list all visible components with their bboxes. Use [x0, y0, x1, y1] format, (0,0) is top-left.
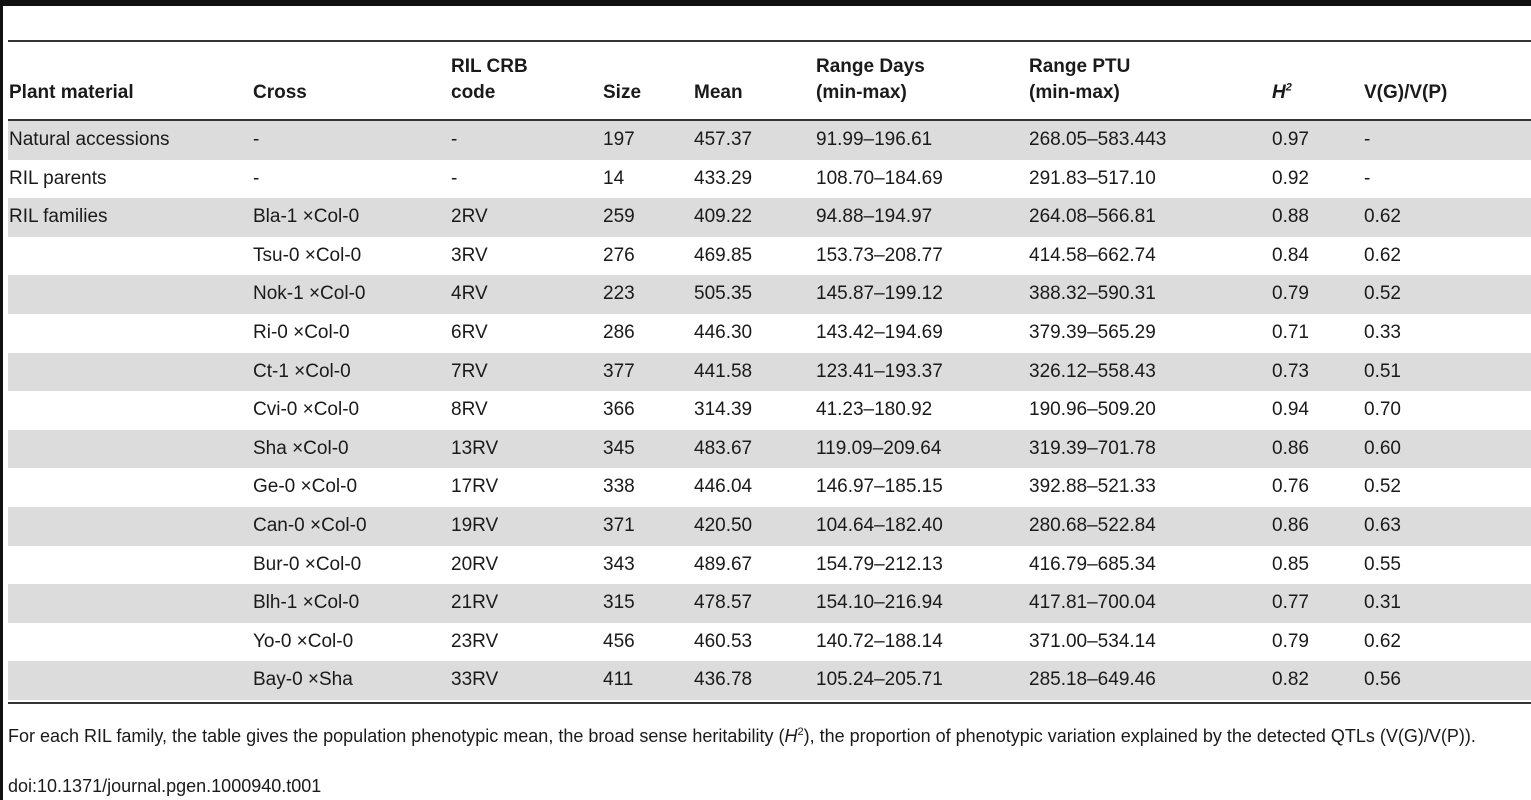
cell-range-ptu: 414.58–662.74 — [1029, 244, 1156, 266]
cell-plant-material: RIL families — [9, 206, 108, 228]
cell-cross: Cvi-0 ×Col-0 — [253, 399, 360, 421]
cell-mean: 457.37 — [694, 129, 753, 150]
cell-vgvp: 0.52 — [1364, 476, 1401, 498]
cell-range-ptu: 268.05–583.443 — [1029, 129, 1167, 150]
cell-plant-material: Natural accessions — [9, 129, 170, 150]
cell-vgvp: 0.31 — [1364, 592, 1401, 614]
cell-range-days: 108.70–184.69 — [816, 167, 943, 189]
cell-heritability: 0.86 — [1272, 437, 1309, 459]
cell-heritability: 0.71 — [1272, 321, 1309, 343]
table-row — [8, 353, 1531, 392]
cell-range-ptu: 280.68–522.84 — [1029, 514, 1156, 536]
table-row — [8, 661, 1531, 700]
cell-vgvp: 0.51 — [1364, 360, 1401, 382]
cell-vgvp: 0.70 — [1364, 399, 1401, 421]
cell-size: 197 — [603, 129, 635, 150]
cell-vgvp: 0.62 — [1364, 244, 1401, 266]
cell-ril-crb-code: 7RV — [451, 360, 488, 382]
cell-size: 276 — [603, 244, 635, 266]
footnote-h: H — [784, 726, 798, 746]
cell-cross: Can-0 ×Col-0 — [253, 514, 367, 536]
cell-size: 286 — [603, 321, 635, 343]
cell-range-days: 140.72–188.14 — [816, 630, 943, 652]
header-range-ptu: Range PTU (min-max) — [1029, 56, 1131, 103]
cell-cross: Ri-0 ×Col-0 — [253, 321, 350, 343]
cell-range-ptu: 264.08–566.81 — [1029, 206, 1156, 228]
cell-ril-crb-code: 20RV — [451, 553, 499, 575]
table-row — [8, 198, 1531, 237]
cell-range-ptu: 291.83–517.10 — [1029, 167, 1156, 189]
cell-mean: 433.29 — [694, 167, 753, 189]
cell-range-days: 153.73–208.77 — [816, 244, 943, 266]
cell-heritability: 0.76 — [1272, 476, 1309, 498]
cell-range-ptu: 326.12–558.43 — [1029, 360, 1156, 382]
cell-range-ptu: 379.39–565.29 — [1029, 321, 1156, 343]
cell-vgvp: 0.62 — [1364, 630, 1401, 652]
cell-cross: - — [253, 167, 260, 189]
cell-ril-crb-code: 23RV — [451, 630, 499, 652]
cell-size: 411 — [603, 669, 634, 691]
cell-mean: 505.35 — [694, 283, 753, 305]
cell-range-days: 143.42–194.69 — [816, 321, 943, 343]
cell-heritability: 0.84 — [1272, 244, 1309, 266]
cell-cross: - — [253, 129, 260, 150]
cell-mean: 436.78 — [694, 669, 753, 691]
table-row — [8, 507, 1531, 546]
cell-mean: 446.04 — [694, 476, 753, 498]
cell-range-days: 146.97–185.15 — [816, 476, 943, 498]
cell-heritability: 0.92 — [1272, 167, 1309, 189]
cell-range-ptu: 319.39–701.78 — [1029, 437, 1156, 459]
cell-vgvp: 0.63 — [1364, 514, 1401, 536]
table-row — [8, 430, 1531, 469]
table-row — [8, 275, 1531, 314]
cell-ril-crb-code: 33RV — [451, 669, 499, 691]
cell-range-ptu: 416.79–685.34 — [1029, 553, 1156, 575]
cell-mean: 446.30 — [694, 321, 753, 343]
cell-size: 377 — [603, 360, 635, 382]
cell-range-ptu: 190.96–509.20 — [1029, 399, 1156, 421]
cell-mean: 478.57 — [694, 592, 753, 614]
cell-ril-crb-code: 4RV — [451, 283, 488, 305]
cell-vgvp: 0.33 — [1364, 321, 1401, 343]
table-row — [8, 546, 1531, 585]
cell-heritability: 0.94 — [1272, 399, 1309, 421]
table-header-row — [8, 42, 1531, 119]
cell-heritability: 0.79 — [1272, 630, 1309, 652]
table-row — [8, 160, 1531, 199]
header-ril-crb-code: RIL CRB code — [451, 56, 528, 103]
cell-size: 223 — [603, 283, 635, 305]
cell-ril-crb-code: - — [451, 129, 458, 150]
cell-cross: Blh-1 ×Col-0 — [253, 592, 360, 614]
cell-range-days: 119.09–209.64 — [816, 437, 942, 459]
cell-size: 343 — [603, 553, 635, 575]
cell-ril-crb-code: 13RV — [451, 437, 499, 459]
cell-range-ptu: 388.32–590.31 — [1029, 283, 1156, 305]
cell-mean: 489.67 — [694, 553, 753, 575]
cell-ril-crb-code: 6RV — [451, 321, 488, 343]
footnote-text-2: ), the proportion of phenotypic variation explained by the detected QTLs (V(G)/V(P)). — [803, 726, 1476, 746]
cell-cross: Bla-1 ×Col-0 — [253, 206, 360, 228]
header-h-sup: 2 — [1285, 81, 1292, 94]
header-size: Size — [603, 82, 642, 103]
cell-mean: 409.22 — [694, 206, 753, 228]
cell-heritability: 0.79 — [1272, 283, 1309, 305]
cell-range-days: 154.79–212.13 — [816, 553, 943, 575]
cell-vgvp: 0.55 — [1364, 553, 1401, 575]
cell-ril-crb-code: 3RV — [451, 244, 488, 266]
cell-size: 14 — [603, 167, 625, 189]
cell-size: 371 — [603, 514, 635, 536]
table-bottom-rule — [8, 702, 1531, 704]
cell-ril-crb-code: 19RV — [451, 514, 499, 536]
cell-cross: Bur-0 ×Col-0 — [253, 553, 362, 575]
table-row — [8, 623, 1531, 662]
cell-heritability: 0.86 — [1272, 514, 1309, 536]
cell-range-days: 41.23–180.92 — [816, 399, 933, 421]
cell-size: 366 — [603, 399, 635, 421]
header-vgvp: V(G)/V(P) — [1364, 82, 1448, 103]
cell-range-ptu: 417.81–700.04 — [1029, 592, 1156, 614]
header-range-days: Range Days (min-max) — [816, 56, 925, 103]
cell-vgvp: 0.60 — [1364, 437, 1401, 459]
table-row — [8, 468, 1531, 507]
table-footnote — [8, 724, 1531, 748]
cell-range-days: 91.99–196.61 — [816, 129, 933, 150]
cell-range-days: 154.10–216.94 — [816, 592, 943, 614]
cell-size: 338 — [603, 476, 635, 498]
cell-size: 315 — [603, 592, 635, 614]
cell-cross: Bay-0 ×Sha — [253, 669, 353, 691]
table-row — [8, 121, 1531, 160]
left-border — [0, 0, 3, 800]
cell-mean: 460.53 — [694, 630, 753, 652]
cell-range-days: 123.41–193.37 — [816, 360, 943, 382]
cell-mean: 441.58 — [694, 360, 753, 382]
footnote-text-1: For each RIL family, the table gives the population phenotypic mean, the broad sense heritability ( — [8, 726, 785, 746]
cell-size: 259 — [603, 206, 635, 228]
table-row — [8, 237, 1531, 276]
cell-cross: Ct-1 ×Col-0 — [253, 360, 351, 382]
cell-range-days: 145.87–199.12 — [816, 283, 943, 305]
cell-cross: Ge-0 ×Col-0 — [253, 476, 358, 498]
header-h-base: H — [1272, 82, 1286, 103]
cell-range-days: 94.88–194.97 — [816, 206, 933, 228]
cell-size: 456 — [603, 630, 635, 652]
top-border — [0, 0, 1531, 6]
table-body — [8, 121, 1531, 700]
cell-range-days: 104.64–182.40 — [816, 514, 943, 536]
header-plant-material: Plant material — [9, 82, 134, 103]
cell-ril-crb-code: 2RV — [451, 206, 488, 228]
cell-mean: 314.39 — [694, 399, 753, 421]
cell-mean: 469.85 — [694, 244, 753, 266]
cell-heritability: 0.77 — [1272, 592, 1309, 614]
cell-ril-crb-code: 8RV — [451, 399, 488, 421]
cell-vgvp: 0.62 — [1364, 206, 1401, 228]
cell-ril-crb-code: 21RV — [451, 592, 499, 614]
cell-heritability: 0.88 — [1272, 206, 1309, 228]
cell-cross: Sha ×Col-0 — [253, 437, 349, 459]
cell-plant-material: RIL parents — [9, 167, 107, 189]
cell-range-ptu: 371.00–534.14 — [1029, 630, 1156, 652]
cell-mean: 420.50 — [694, 514, 753, 536]
cell-cross: Yo-0 ×Col-0 — [253, 630, 354, 652]
cell-vgvp: - — [1364, 129, 1371, 150]
doi-line: doi:10.1371/journal.pgen.1000940.t001 — [8, 776, 322, 796]
cell-vgvp: 0.56 — [1364, 669, 1401, 691]
cell-heritability: 0.85 — [1272, 553, 1309, 575]
cell-heritability: 0.97 — [1272, 129, 1309, 150]
table-row — [8, 314, 1531, 353]
cell-mean: 483.67 — [694, 437, 753, 459]
cell-ril-crb-code: - — [451, 167, 458, 189]
cell-cross: Nok-1 ×Col-0 — [253, 283, 366, 305]
cell-range-ptu: 392.88–521.33 — [1029, 476, 1156, 498]
cell-vgvp: - — [1364, 167, 1371, 189]
cell-cross: Tsu-0 ×Col-0 — [253, 244, 362, 266]
table-row — [8, 391, 1531, 430]
cell-heritability: 0.82 — [1272, 669, 1309, 691]
cell-vgvp: 0.52 — [1364, 283, 1401, 305]
header-cross: Cross — [253, 82, 307, 103]
header-mean: Mean — [694, 82, 743, 103]
table-row — [8, 584, 1531, 623]
footnote-h-sup: 2 — [797, 726, 804, 738]
cell-ril-crb-code: 17RV — [451, 476, 499, 498]
cell-range-days: 105.24–205.71 — [816, 669, 943, 691]
cell-heritability: 0.73 — [1272, 360, 1309, 382]
cell-range-ptu: 285.18–649.46 — [1029, 669, 1156, 691]
cell-size: 345 — [603, 437, 635, 459]
